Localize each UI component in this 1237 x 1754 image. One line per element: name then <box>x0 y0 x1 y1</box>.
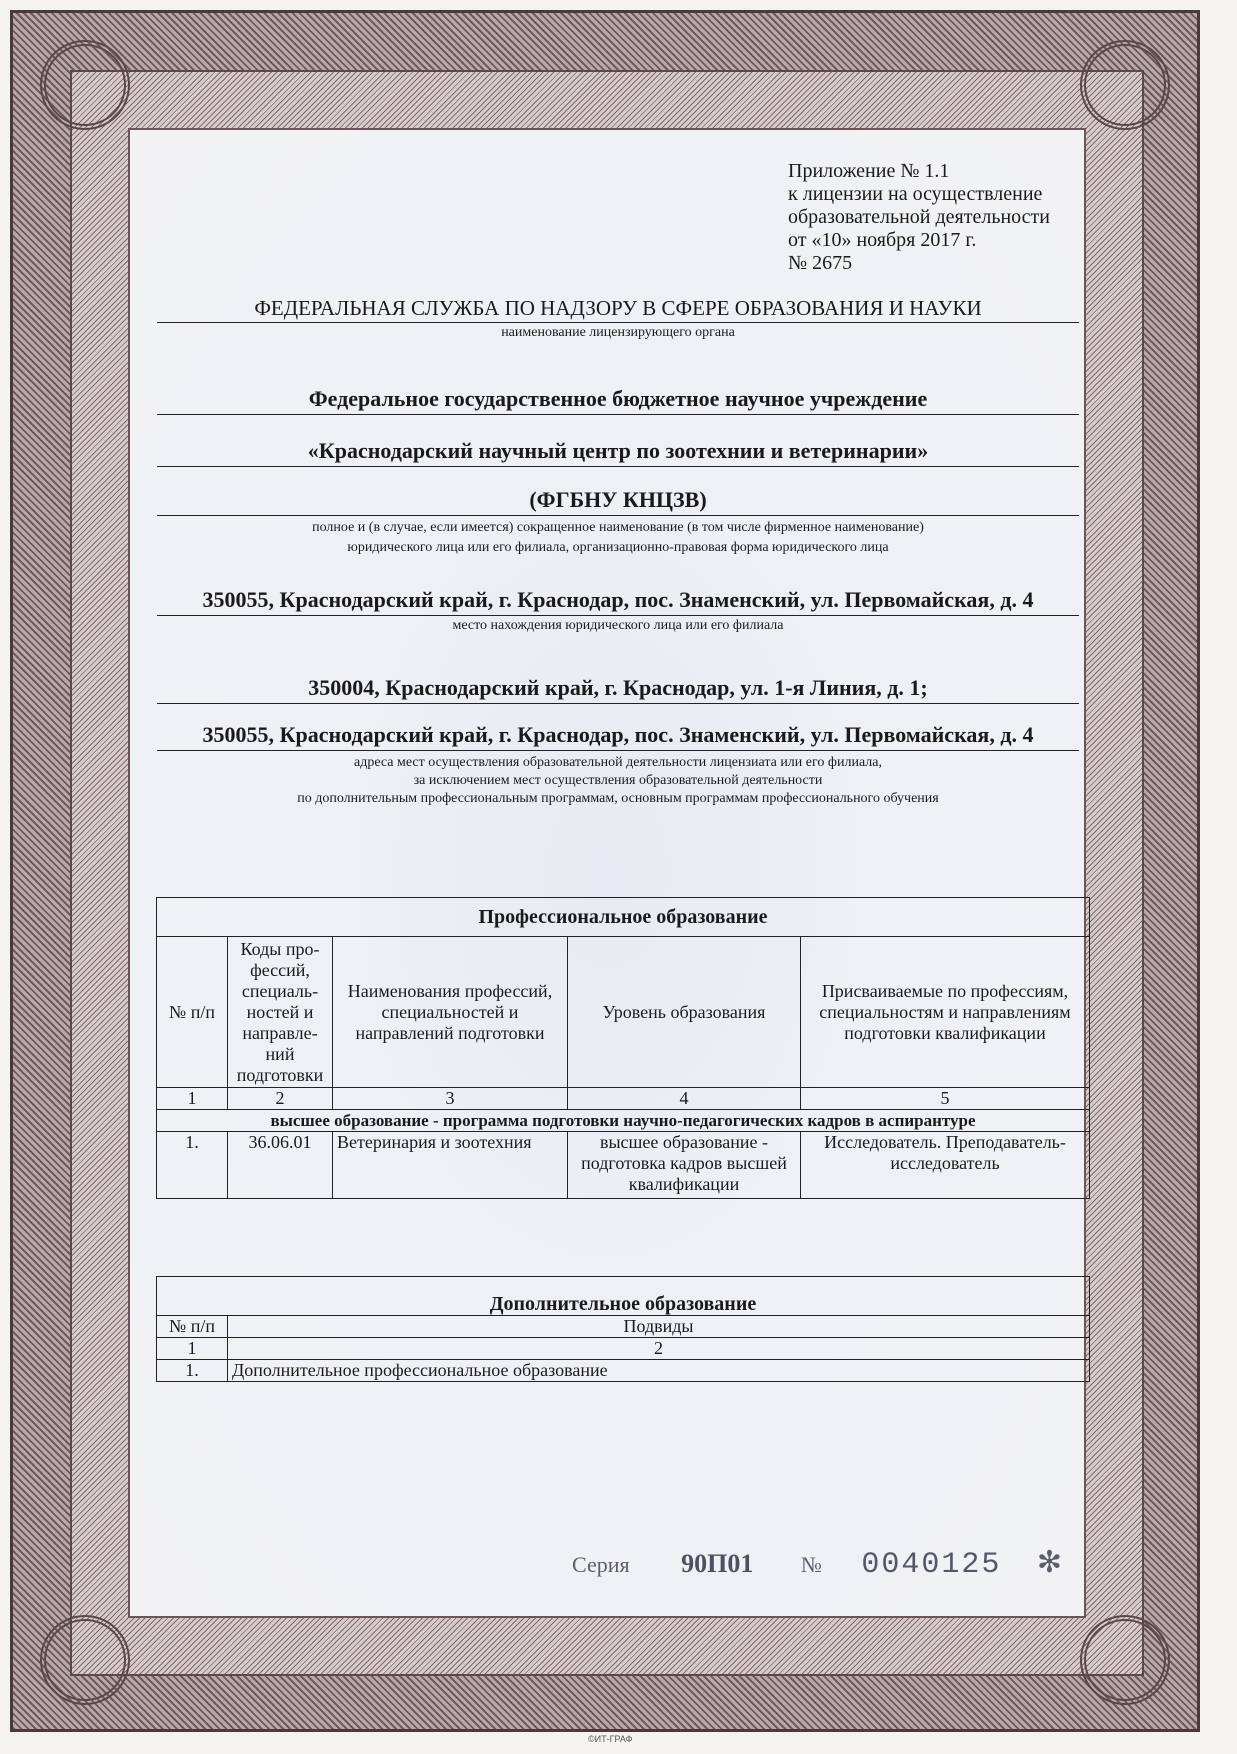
column-number: 1 <box>157 1338 228 1360</box>
series-label: Серия <box>572 1552 630 1577</box>
column-number: 2 <box>228 1338 1090 1360</box>
license-number: № 2675 <box>788 252 853 274</box>
legal-address: 350055, Краснодарский край, г. Краснодар, пос. Знаменский, ул. Первомайская, д. 4 <box>157 585 1079 616</box>
activity-address-caption-1: адреса мест осуществления образовательной деятельности лицензиата или его филиала, <box>354 755 882 770</box>
table-title-row <box>157 1277 1090 1316</box>
row-subtype: Дополнительное профессиональное образование <box>228 1360 1090 1382</box>
row-num: 1. <box>157 1132 228 1199</box>
appendix-number: Приложение № 1.1 <box>788 160 950 182</box>
series-value: 90П01 <box>681 1549 754 1578</box>
header-names: Наименования профессий, специальностей и направлений подготовки <box>333 937 568 1088</box>
header-level: Уровень образования <box>568 937 801 1088</box>
header-qualification: Присваиваемые по профессиям, специальностям и направлениям подготовки квалификации <box>801 937 1090 1088</box>
organization-name-line2: «Краснодарский научный центр по зоотехнии и ветеринарии» <box>157 436 1079 467</box>
activity-address-2: 350055, Краснодарский край, г. Краснодар, пос. Знаменский, ул. Первомайская, д. 4 <box>157 720 1079 751</box>
appendix-date: от «10» ноября 2017 г. <box>788 229 977 251</box>
header-num: № п/п <box>157 937 228 1088</box>
legal-address-caption: место нахождения юридического лица или его филиала <box>452 618 784 633</box>
header-codes: Коды про-фессий, специаль-ностей и направле-ний подготовки <box>228 937 333 1088</box>
row-num: 1. <box>157 1360 228 1382</box>
activity-address-caption-2: за исключением мест осуществления образовательной деятельности <box>413 773 823 788</box>
table-header-row <box>157 937 1090 1088</box>
licensing-authority: ФЕДЕРАЛЬНАЯ СЛУЖБА ПО НАДЗОРУ В СФЕРЕ ОБРАЗОВАНИЯ И НАУКИ <box>157 294 1079 323</box>
column-number: 5 <box>801 1088 1090 1110</box>
section-title: высшее образование - программа подготовки научно-педагогических кадров в аспирантуре <box>157 1110 1090 1132</box>
organization-short-name: (ФГБНУ КНЦЗВ) <box>157 485 1079 516</box>
star-mark-icon: ✻ <box>1036 1546 1063 1579</box>
column-number: 1 <box>157 1088 228 1110</box>
row-level: высшее образование - подготовка кадров высшей квалификации <box>568 1132 801 1199</box>
column-number: 2 <box>228 1088 333 1110</box>
table-header-row <box>157 1316 1090 1338</box>
organization-name-line1: Федеральное государственное бюджетное научное учреждение <box>157 384 1079 415</box>
column-number: 3 <box>333 1088 568 1110</box>
activity-address-caption-3: по дополнительным профессиональным программам, основным программам профессионального обучения <box>297 791 939 806</box>
activity-address-1: 350004, Краснодарский край, г. Краснодар, ул. 1-я Линия, д. 1; <box>157 673 1079 704</box>
table-title-row <box>157 898 1090 937</box>
row-qualification: Исследователь. Преподаватель-исследователь <box>801 1132 1090 1199</box>
table-row <box>157 1360 1090 1382</box>
row-name: Ветеринария и зоотехния <box>333 1132 568 1199</box>
licensing-authority-caption: наименование лицензирующего органа <box>501 325 735 340</box>
table-row <box>157 1132 1090 1199</box>
row-code: 36.06.01 <box>228 1132 333 1199</box>
appendix-line: к лицензии на осуществление <box>788 183 1043 205</box>
professional-education-table <box>156 897 1090 1199</box>
column-number-row <box>157 1088 1090 1110</box>
organization-caption-2: юридического лица или его филиала, организационно-правовая форма юридического лица <box>347 540 889 555</box>
table-title: Дополнительное образование <box>157 1277 1090 1316</box>
header-num: № п/п <box>157 1316 228 1338</box>
column-number-row <box>157 1338 1090 1360</box>
appendix-line: образовательной деятельности <box>788 206 1050 228</box>
form-series <box>572 1545 1062 1582</box>
header-subtypes: Подвиды <box>228 1316 1090 1338</box>
table-title: Профессиональное образование <box>157 898 1090 937</box>
organization-caption-1: полное и (в случае, если имеется) сокращенное наименование (в том числе фирменное наименование) <box>312 520 924 535</box>
column-number: 4 <box>568 1088 801 1110</box>
section-row <box>157 1110 1090 1132</box>
printer-mark: ©ИТ-ГРАФ <box>588 1734 633 1744</box>
number-label: № <box>800 1552 822 1577</box>
appendix-reference <box>788 160 1050 275</box>
form-number: 0040125 <box>861 1548 1002 1582</box>
additional-education-table <box>156 1276 1090 1382</box>
